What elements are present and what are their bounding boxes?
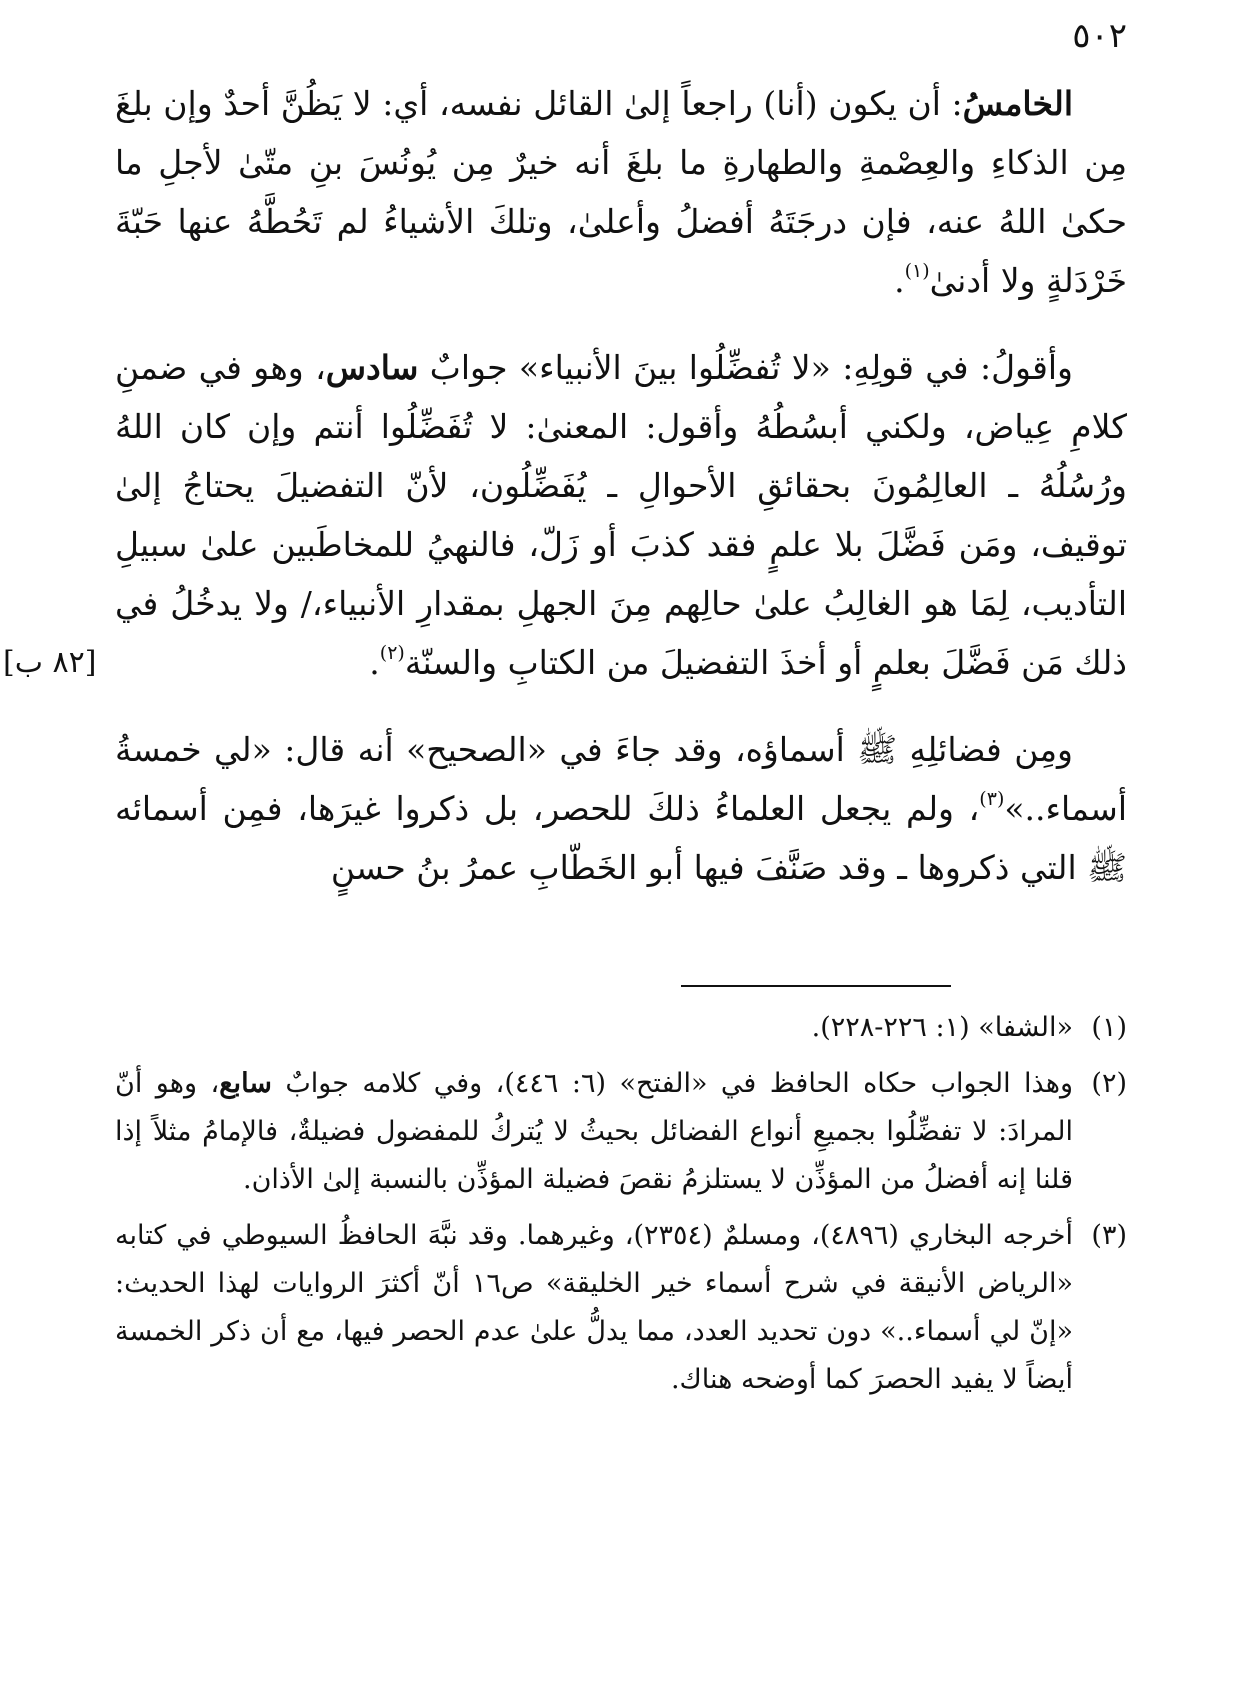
footnote-separator <box>681 985 951 987</box>
paragraph-text-before: وأقولُ: في قولِهِ: «لا تُفضِّلُوا بينَ الأنبياء» جوابٌ <box>418 348 1073 387</box>
footnote-1 <box>115 1004 1127 1052</box>
footnote-text: أخرجه البخاري (٤٨٩٦)، ومسلمٌ (٢٣٥٤)، وغيرهما. وقد نبَّهَ الحافظُ السيوطي في كتابه «الرياض الأنيقة في شرح أسماء خير الخليقة» ص١٦ أنّ أكثرَ الروايات لهذا الحديث: «إنّ لي أسماء..» دون تحديد العدد، مما يدلُّ علىٰ عدم الحصر فيها، مع أن ذكر الخمسة أيضاً لا يفيد الحصرَ كما أوضحه هناك. <box>115 1220 1074 1395</box>
footnote-2 <box>115 1060 1127 1204</box>
footnote-text-before: وهذا الجواب حكاه الحافظ في «الفتح» (٦: ٤٤٦)، وفي كلامه جوابٌ <box>271 1068 1074 1099</box>
footnote-number: (٣) <box>1091 1220 1127 1251</box>
paragraph-end: . <box>894 261 905 300</box>
footnote-number: (١) <box>1091 1012 1127 1043</box>
footnote-number: (٢) <box>1091 1068 1127 1099</box>
paragraph-bold-word: سادس <box>325 348 419 387</box>
footnote-text: ، وهو أنّ المرادَ: لا تفضِّلُوا بجميعِ أنواع الفضائل بحيثُ لا يُتركُ للمفضول فضيلةٌ، فالإمامُ مثلاً إذا قلنا إنه أفضلُ من المؤذِّن لا يستلزمُ نقصَ فضيلة المؤذِّن بالنسبة إلىٰ الأذان. <box>115 1068 1073 1195</box>
paragraph-lead-word: الخامسُ <box>962 84 1073 123</box>
paragraph-prophet-names <box>115 720 1127 897</box>
main-text <box>3 74 1127 925</box>
footnote-text: «الشفا» (١: ٢٢٦-٢٢٨). <box>811 1012 1073 1043</box>
paragraph-text: ومِن فضائلِهِ ﷺ أسماؤه، وقد جاءَ في «الصحيح» أنه قال: «لي خمسةُ أسماء..» <box>115 730 1127 828</box>
paragraph-end: . <box>369 643 380 682</box>
footnote-bold-word: سابع <box>219 1068 272 1099</box>
paragraph-sixth-answer <box>3 338 1127 692</box>
page-number: ٥٠٢ <box>1072 16 1127 56</box>
manuscript-folio-marker: [٨٢ ب] <box>3 645 97 680</box>
paragraph-text: : أن يكون (أنا) راجعاً إلىٰ القائل نفسه، أي: لا يَظُنَّ أحدٌ وإن بلغَ مِن الذكاءِ والعِصْمةِ والطهارةِ ما بلغَ أنه خيرٌ مِن يُونُسَ بنِ متّىٰ لأجلِ ما حكىٰ اللهُ عنه، فإن درجَتَهُ أفضلُ وأعلىٰ، وتلكَ الأشياءُ لم تَحُطَّهُ عنها حَبّةَ خَرْدَلةٍ ولا أدنىٰ <box>115 84 1127 300</box>
paragraph-fifth-answer <box>115 74 1127 310</box>
paragraph-text: ، وهو في ضمنِ كلامِ عِياض، ولكني أبسُطُهُ وأقول: المعنىٰ: لا تُفَضِّلُوا أنتم وإن كان اللهُ ورُسُلُهُ ـ العالِمُونَ بحقائقِ الأحوالِ ـ يُفَضِّلُون، لأنّ التفضيلَ يحتاجُ إلىٰ توقيف، ومَن فَضَّلَ بلا علمٍ فقد كذبَ أو زَلّ، فالنهيُ للمخاطَبين علىٰ سبيلِ التأديب، لِمَا هو الغالِبُ علىٰ حالِهم مِنَ الجهلِ بمقدارِ الأنبياء،/ ولا يدخُلُ في ذلك مَن فَضَّلَ بعلمٍ أو أخذَ التفضيلَ من الكتابِ والسنّة <box>115 348 1127 682</box>
paragraph-end: ، ولم يجعل العلماءُ ذلكَ للحصر، بل ذكروا غيرَها، فمِن أسمائه ﷺ التي ذكروها ـ وقد صَنَّفَ فيها أبو الخَطّابِ عمرُ بنُ حسنٍ <box>115 789 1127 887</box>
footnotes <box>115 1004 1127 1412</box>
footnote-reference: (٣) <box>979 788 1005 810</box>
footnote-reference: (١) <box>904 260 930 282</box>
footnote-reference: (٢) <box>379 642 405 664</box>
footnote-3 <box>115 1212 1127 1404</box>
